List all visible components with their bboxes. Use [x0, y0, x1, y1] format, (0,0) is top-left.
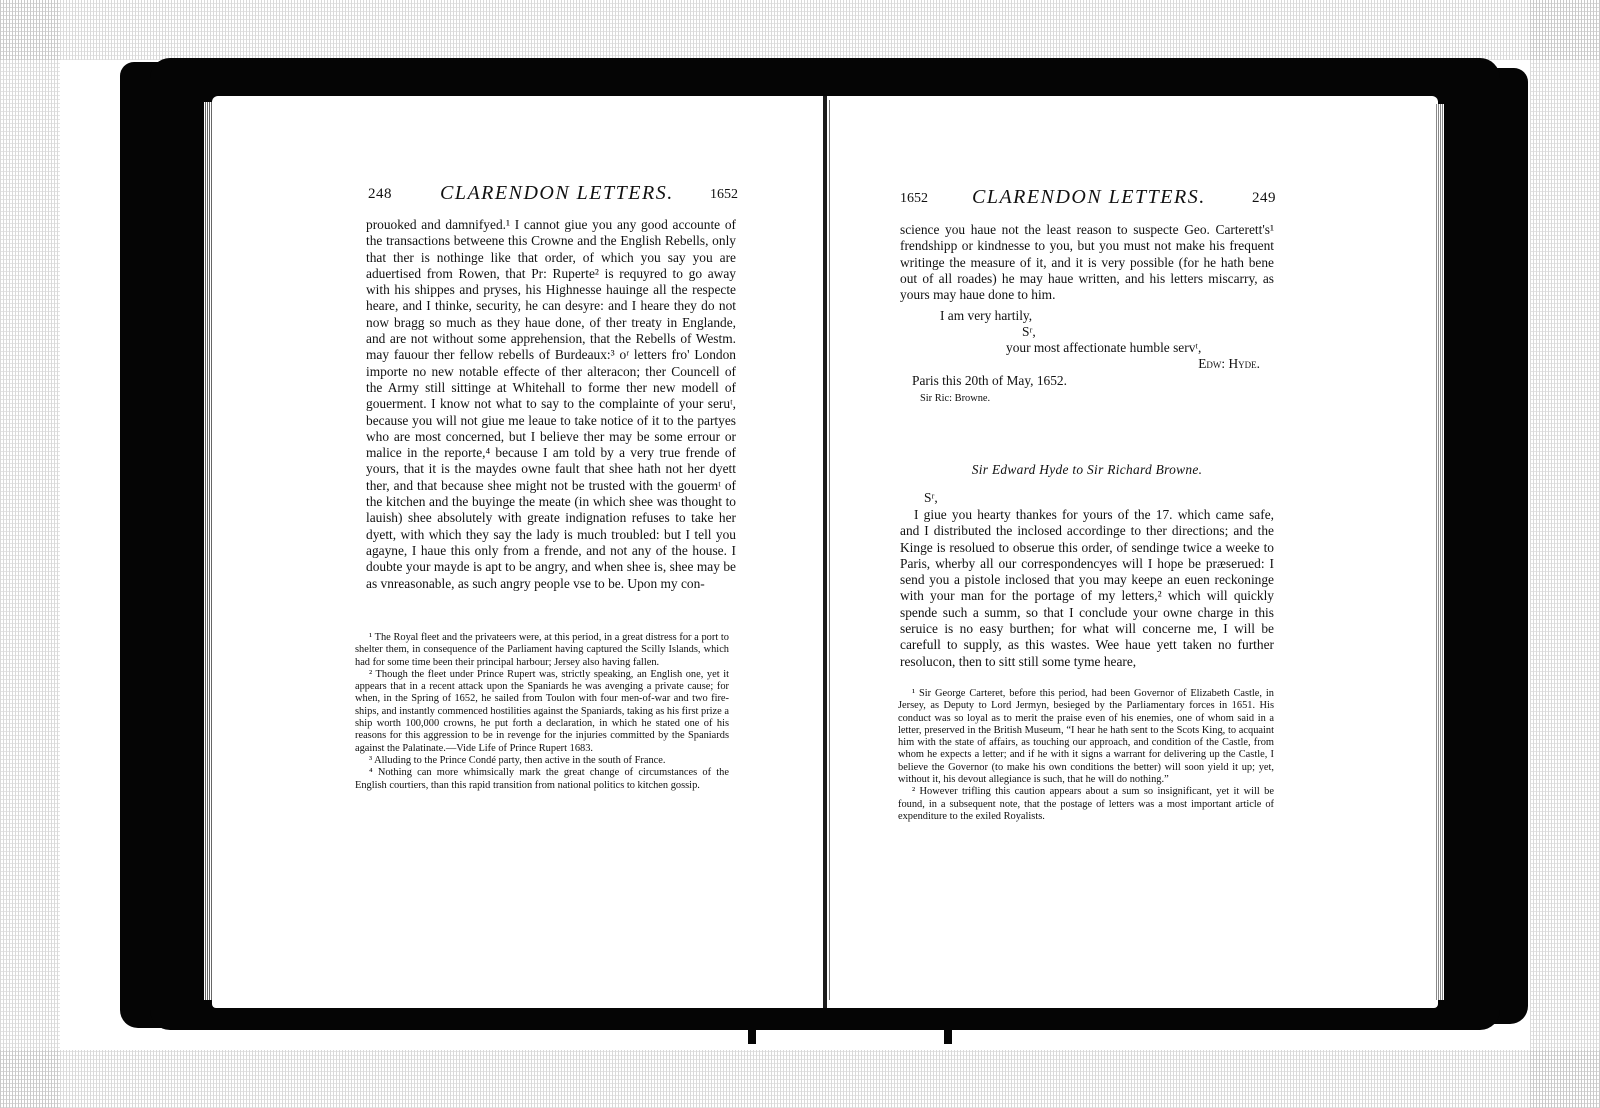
scan-noise-bottom [0, 1050, 1600, 1108]
book-gutter [823, 96, 827, 1008]
page-number: 248 [368, 186, 392, 202]
right-continuation-text [900, 222, 1274, 303]
letter-salutation: Sʳ, [924, 490, 938, 505]
footnote: ² However trifling this caution appears about a sum so insignificant, yet it will be found, in a subsequent note, that the postage of letters was a most important article of expenditure to the exiled Royalists. [898, 786, 1274, 822]
page-number: 249 [1252, 190, 1276, 206]
letter-body [900, 507, 1274, 670]
letter-heading: Sir Edward Hyde to Sir Richard Browne. [971, 462, 1203, 477]
left-running-head [368, 182, 740, 208]
closing-line: your most affectionate humble servᵗ, [1006, 340, 1202, 355]
page-edge-right [1436, 104, 1444, 1000]
body-paragraph: prouoked and damnifyed.¹ I cannot giue you any good accounte of the transactions betweene this Crowne and the English Rebells, only that ther is nothinge like that order, of which you say you are aduertised from Rowen, that Pr: Ruperte² is requyred to go away with his shippes and pryses, his Highnesse hauinge all the respecte heare, and I thinke, security, he can desyre: and I heare they do not now bragg so much as they haue done, of ther treaty in Englande, and are not without some apprehension, that the Rebells of Westm. may fauour ther fellow rebells of Burdeaux:³ oʳ letters fro' London importe no new notable effecte of ther alteracon; ther Councell of the Army still sittinge at Whitehall to forme ther new modell of gouerment. I know not what to say to the complainte of your seruᵗ, because you will not giue me leaue to take notice of it to the partyes who are most concerned, but I believe ther may be some errour or malice in the reporte,⁴ because I am told by a very true frende of yours, that it is the maydes owne fault that shee hath not her dyett ther, and that because shee might not be trusted with the gouermᵗ of the kitchen and the buyinge the meate (in which shee was thought to lauish) shee absolutely with greate indignation refuses to take her dyett, with which they say the lady is much troubled: but I tell you agayne, I haue this only from a frende, and not any of the house. I doubte your mayde is apt to be angry, and when shee is, shee may be as vnreasonable, as such angry people vse to be. Upon my con- [366, 217, 736, 591]
letter-closing [900, 308, 1274, 371]
right-running-head [900, 186, 1276, 212]
page-edge-left [204, 102, 212, 1000]
gutter-shadow [829, 100, 830, 1000]
footnote: ¹ Sir George Carteret, before this period, had been Governor of Elizabeth Castle, in Jersey, as Deputy to Lord Jermyn, besieged by the Parliamentary forces in 1651. His conduct was so loyal as to merit the praise even of his enemies, one of whom said in a letter, preserved in the British Museum, “I hear he hath sent to the Scots King, to acquaint him with the state of affairs, as touching our approach, and condition of the Castle, from whom he expects a letter; and if he with it signs a warrant for delivering up the Castle, I believe the Governor (to make his own conditions the better) will soon yield it up; yet, without it, his devout allegiance is such, that he will do nothing.” [898, 688, 1274, 786]
body-paragraph: science you haue not the least reason to suspecte Geo. Carterett's¹ frendshipp or kindnesse to you, but you must not make his frequent writinge the measure of it, and it is very possible (for he hath bene out of all roades) he may haue written, and his letters miscarry, as yours may haue done to him. [900, 222, 1274, 303]
closing-salutation: Sʳ, [1022, 324, 1036, 339]
running-year: 1652 [900, 191, 928, 206]
scan-noise-right [1530, 0, 1600, 1108]
footnote: ² Though the fleet under Prince Rupert was, strictly speaking, an English one, yet it appears that in a recent attack upon the Spaniards he was avenging a private cause; for when, in the Spring of 1652, he sailed from Toulon with four men-of-war and two fire-ships, and instantly commenced hostilities against the Spaniards, taking as his first prize a ship worth 100,000 crowns, he put forth a declaration, in which he stated one of his reasons for this aggression to be in revenge for the injuries committed by the Spaniards against the Palatinate.—Vide Life of Prince Rupert 1683. [355, 668, 729, 754]
body-paragraph: I giue you hearty thankes for yours of the 17. which came safe, and I distributed the inclosed accordinge to ther directions; and the Kinge is resolued to obserue this order, of sendinge twice a weeke to Paris, wherby all our correspondencyes will I hope be præserued: I send you a pistole inclosed that you may keepe an euen reckoninge with your man for the portage of my letters,² which will quickly spende such a summ, so that I conclude your owne charge in this seruice is no easy burthen; for what will concerne me, I will be carefull to supply, as this wastes. Wee haue yett taken no further resolucon, then to sitt still some tyme heare, [900, 507, 1274, 669]
footnote: ³ Alluding to the Prince Condé party, then active in the south of France. [369, 754, 666, 766]
running-title: CLARENDON LETTERS. [440, 182, 674, 204]
scan-noise-top [0, 0, 1600, 60]
running-title: CLARENDON LETTERS. [972, 186, 1206, 208]
footnote: ⁴ Nothing can more whimsically mark the great change of circumstances of the English courtiers, than this rapid transition from national politics to kitchen gossip. [355, 767, 729, 791]
left-body-text [366, 217, 736, 592]
scan-noise-left [0, 0, 60, 1108]
signature: Edw: Hyde. [1198, 356, 1260, 371]
running-year: 1652 [710, 187, 738, 202]
footnote: ¹ The Royal fleet and the privateers were, at this period, in a great distress for a port to shelter them, in consequence of the Parliament having captured the Scilly Islands, which had for some time been their principal harbour; Jersey also having fallen. [355, 632, 729, 668]
closing-line: I am very hartily, [940, 308, 1033, 323]
addressee: Sir Ric: Browne. [920, 393, 991, 404]
right-footnotes [898, 688, 1274, 823]
left-footnotes [355, 632, 729, 792]
place-date: Paris this 20th of May, 1652. [912, 373, 1067, 388]
